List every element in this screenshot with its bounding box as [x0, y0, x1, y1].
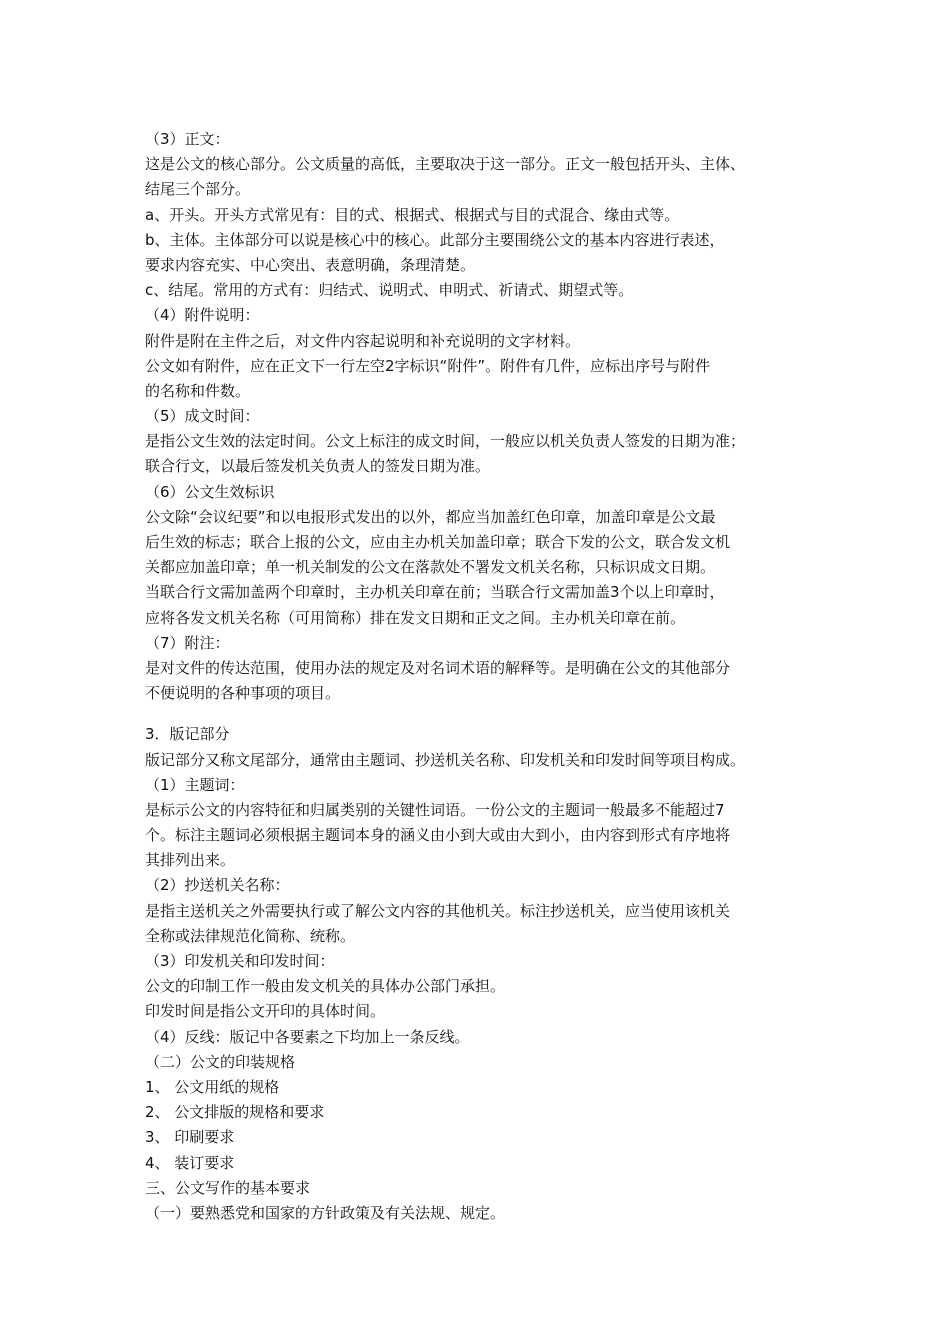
blank-line	[145, 706, 825, 722]
text-line: 3．版记部分	[145, 725, 230, 744]
text-line: a、开头。开头方式常见有：目的式、根据式、根据式与目的式混合、缘由式等。	[145, 205, 680, 224]
text-line: 不便说明的各种事项的项目。	[145, 684, 341, 703]
text-line: 附件是附在主件之后，对文件内容起说明和补充说明的文字材料。	[145, 331, 581, 350]
text-line: 是对文件的传达范围，使用办法的规定及对名词术语的解释等。是明确在公文的其他部分	[145, 658, 731, 677]
text-line: 关都应加盖印章；单一机关制发的公文在落款处不署发文机关名称，只标识成文日期。	[145, 558, 716, 577]
text-line: 其排列出来。	[145, 851, 236, 870]
text-line: 联合行文，以最后签发机关负责人的签发日期为准。	[145, 457, 491, 476]
text-line: 应将各发文机关名称（可用简称）排在发文日期和正文之间。主办机关印章在前。	[145, 608, 686, 627]
text-line: （1）主题词：	[145, 775, 245, 794]
text-line: b、主体。主体部分可以说是核心中的核心。此部分主要围绕公文的基本内容进行表述，	[145, 230, 725, 249]
text-line: （5）成文时间：	[145, 407, 260, 426]
document-body	[145, 127, 825, 1226]
text-line: 公文的印制工作一般由发文机关的具体办公部门承担。	[145, 977, 506, 996]
text-line: （一）要熟悉党和国家的方针政策及有关法规、规定。	[145, 1203, 506, 1222]
text-line: （7）附注：	[145, 633, 230, 652]
text-line: 个。标注主题词必须根据主题词本身的涵义由小到大或由大到小，由内容到形式有序地将	[145, 826, 731, 845]
text-line: （4）反线：版记中各要素之下均加上一条反线。	[145, 1027, 470, 1046]
text-line: （3）正文：	[145, 130, 230, 148]
text-line: 公文除“会议纪要”和以电报形式发出的以外，都应当加盖红色印章，加盖印章是公文最	[145, 507, 716, 526]
text-line: 全称或法律规范化简称、统称。	[145, 926, 356, 945]
text-line: （二）公文的印装规格	[145, 1052, 296, 1071]
text-line: 版记部分又称文尾部分，通常由主题词、抄送机关名称、印发机关和印发时间等项目构成。	[145, 750, 746, 769]
text-line: （3）印发机关和印发时间：	[145, 952, 335, 970]
text-line: 是标示公文的内容特征和归属类别的关键性词语。一份公文的主题词一般最多不能超过7	[145, 800, 725, 819]
text-line: 的名称和件数。	[145, 381, 251, 400]
text-line: 3、 印刷要求	[145, 1128, 235, 1147]
text-line: 要求内容充实、中心突出、表意明确，条理清楚。	[145, 255, 476, 274]
text-line: 印发时间是指公文开印的具体时间。	[145, 1002, 386, 1021]
text-line: 这是公文的核心部分。公文质量的高低，主要取决于这一部分。正文一般包括开头、主体、	[145, 155, 746, 174]
text-line: c、结尾。常用的方式有：归结式、说明式、申明式、祈请式、期望式等。	[145, 281, 634, 300]
text-line: 是指公文生效的法定时间。公文上标注的成文时间，一般应以机关负责人签发的日期为准；	[145, 432, 746, 451]
text-line: 4、 装订要求	[145, 1153, 235, 1172]
text-line: 是指主送机关之外需要执行或了解公文内容的其他机关。标注抄送机关，应当使用该机关	[145, 901, 731, 920]
text-line: （4）附件说明：	[145, 306, 260, 325]
text-line: 2、 公文排版的规格和要求	[145, 1103, 325, 1122]
text-line: 三、公文写作的基本要求	[145, 1178, 311, 1197]
text-line: （2）抄送机关名称：	[145, 876, 290, 895]
text-line: 后生效的标志；联合上报的公文，应由主办机关加盖印章；联合下发的公文，联合发文机	[145, 533, 731, 551]
text-line: 1、 公文用纸的规格	[145, 1077, 280, 1096]
text-line: （6）公文生效标识	[145, 482, 275, 501]
text-line: 当联合行文需加盖两个印章时，主办机关印章在前；当联合行文需加盖3个以上印章时，	[145, 583, 725, 602]
text-line: 结尾三个部分。	[145, 180, 251, 199]
text-line: 公文如有附件，应在正文下一行左空2字标识“附件”。附件有几件，应标出序号与附件	[145, 356, 711, 375]
